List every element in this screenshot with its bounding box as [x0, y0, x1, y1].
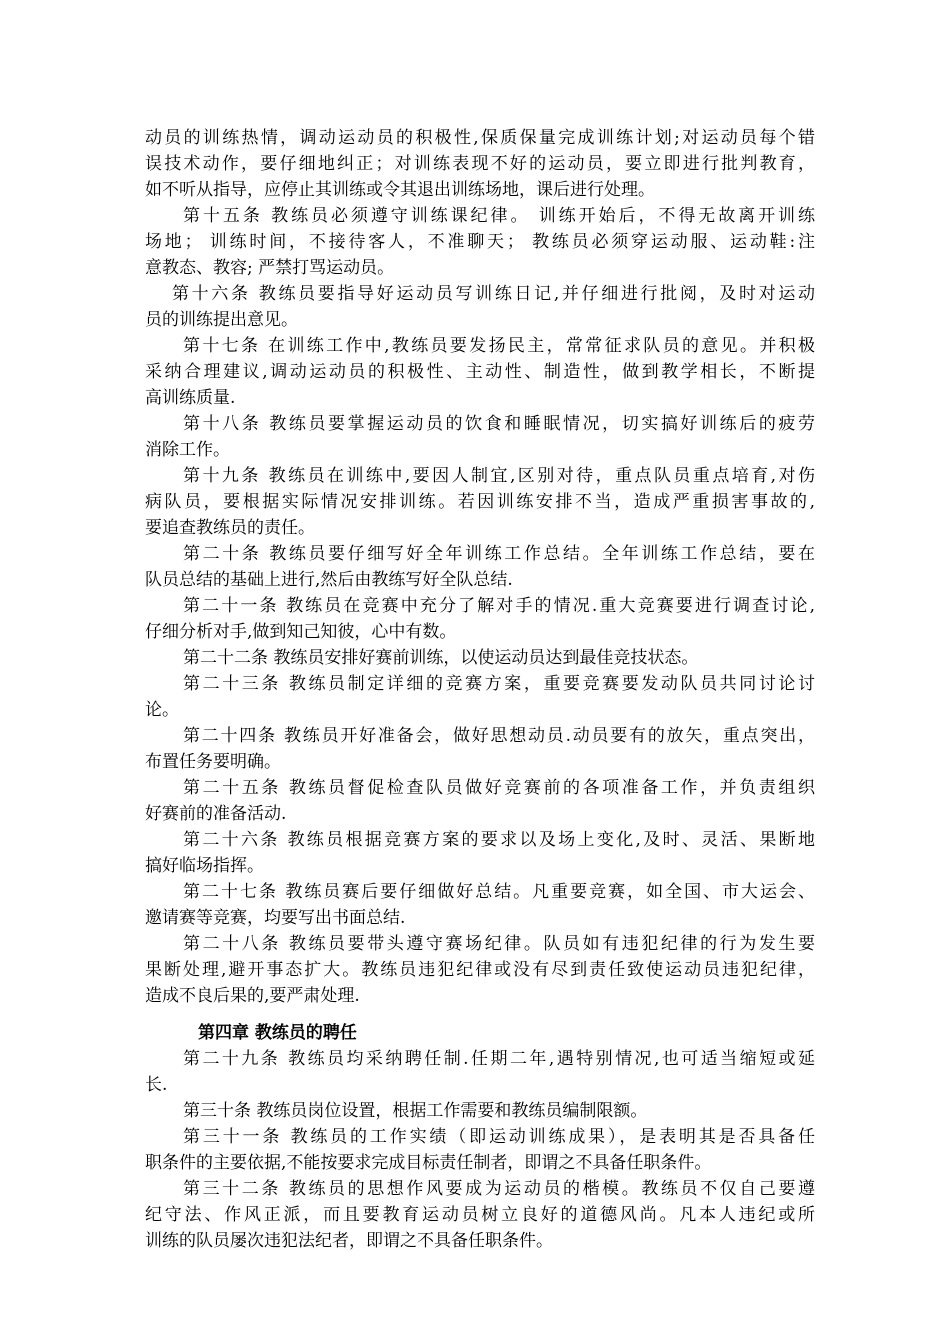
article-19: 第十九条 教练员在训练中,要因人制宜,区别对待，重点队员重点培育,对伤 [183, 466, 815, 486]
article-21: 第二十一条 教练员在竞赛中充分了解对手的情况.重大竞赛要进行调查讨论, [183, 596, 815, 616]
text-line: 长. [145, 1075, 168, 1095]
article-20: 第二十条 教练员要仔细写好全年训练工作总结。全年训练工作总结，要在 [183, 544, 815, 564]
article-27: 第二十七条 教练员赛后要仔细做好总结。凡重要竞赛，如全国、市大运会、 [183, 882, 815, 902]
text-line: 误技术动作，要仔细地纠正；对训练表现不好的运动员，要立即进行批判教育， [145, 154, 815, 174]
text-line: 邀请赛等竞赛，均要写出书面总结. [145, 908, 406, 928]
text-line: 训练的队员屡次违犯法纪者，即谓之不具备任职条件。 [145, 1231, 553, 1251]
text-line: 消除工作。 [145, 440, 230, 460]
article-16: 第十六条 教练员要指导好运动员写训练日记,并仔细进行批阅，及时对运动 [172, 284, 815, 304]
article-29: 第二十九条 教练员均采纳聘任制.任期二年,遇特别情况,也可适当缩短或延 [183, 1049, 815, 1069]
article-32: 第三十二条 教练员的思想作风要成为运动员的楷模。教练员不仅自己要遵 [183, 1179, 815, 1199]
text-line: 职条件的主要依据,不能按要求完成目标责任制者，即谓之不具备任职条件。 [145, 1153, 712, 1173]
article-18: 第十八条 教练员要掌握运动员的饮食和睡眠情况，切实搞好训练后的疲劳 [183, 414, 815, 434]
text-line: 纪守法、作风正派，而且要教育运动员树立良好的道德风尚。凡本人违纪或所 [145, 1205, 815, 1225]
article-26: 第二十六条 教练员根据竞赛方案的要求以及场上变化,及时、灵活、果断地 [183, 830, 815, 850]
article-23: 第二十三条 教练员制定详细的竞赛方案，重要竞赛要发动队员共同讨论讨 [183, 674, 815, 694]
text-line: 好赛前的准备活动. [145, 804, 287, 824]
text-line: 高训练质量. [145, 388, 236, 408]
text-line: 动员的训练热情，调动运动员的积极性,保质保量完成训练计划;对运动员每个错 [145, 128, 815, 148]
article-30: 第三十条 教练员岗位设置，根据工作需要和教练员编制限额。 [183, 1101, 648, 1121]
article-24: 第二十四条 教练员开好准备会，做好思想动员.动员要有的放矢，重点突出， [183, 726, 815, 746]
article-15: 第十五条 教练员必须遵守训练课纪律。 训练开始后，不得无故离开训练 [183, 206, 815, 226]
text-line: 员的训练提出意见。 [145, 310, 298, 330]
text-line: 采纳合理建议,调动运动员的积极性、主动性、制造性，做到教学相长，不断提 [145, 362, 815, 382]
text-line: 造成不良后果的,要严肃处理. [145, 986, 360, 1006]
text-line: 布置任务要明确。 [145, 752, 281, 772]
article-31: 第三十一条 教练员的工作实绩（即运动训练成果），是表明其是否具备任 [183, 1127, 815, 1147]
text-line: 搞好临场指挥。 [145, 856, 264, 876]
chapter-heading: 第四章 教练员的聘任 [198, 1023, 357, 1043]
article-22: 第二十二条 教练员安排好赛前训练，以使运动员达到最佳竞技状态。 [183, 648, 699, 668]
text-line: 仔细分析对手,做到知己知彼，心中有数。 [145, 622, 457, 642]
article-25: 第二十五条 教练员督促检查队员做好竞赛前的各项准备工作，并负责组织 [183, 778, 815, 798]
text-line: 队员总结的基础上进行,然后由教练写好全队总结. [145, 570, 513, 590]
text-line: 要追查教练员的责任。 [145, 518, 315, 538]
text-line: 如不听从指导，应停止其训练或令其退出训练场地，课后进行处理。 [145, 180, 655, 200]
text-line: 论。 [145, 700, 179, 720]
article-17: 第十七条 在训练工作中,教练员要发扬民主，常常征求队员的意见。并积极 [183, 336, 815, 356]
text-line: 场地； 训练时间，不接待客人，不准聊天； 教练员必须穿运动服、运动鞋:注 [145, 232, 815, 252]
text-line: 病队员，要根据实际情况安排训练。若因训练安排不当，造成严重损害事故的, [145, 492, 815, 512]
text-line: 意教态、教容; 严禁打骂运动员。 [145, 258, 395, 278]
text-line: 果断处理,避开事态扩大。教练员违犯纪律或没有尽到责任致使运动员违犯纪律， [145, 960, 815, 980]
article-28: 第二十八条 教练员要带头遵守赛场纪律。队员如有违犯纪律的行为发生要 [183, 934, 815, 954]
